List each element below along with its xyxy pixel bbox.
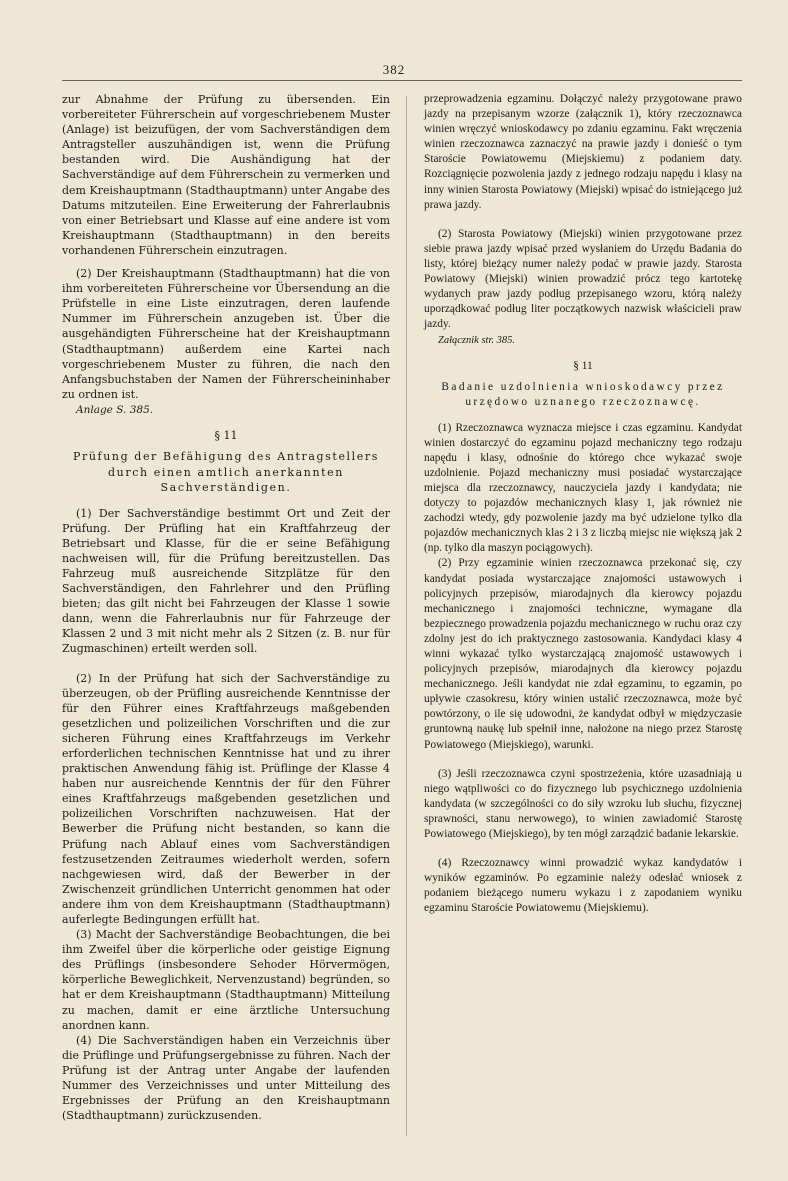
german-paragraph-2: (2) Der Kreishauptmann (Stadthauptmann) hat die von ihm vorbereiteten Führerscheine vor Übersendung an die Prüfstelle in eine Liste einzutragen, deren laufende Nummer im Führerschein anzugeben ist. Über die ausgehändigten Führerscheine hat der Kreishauptmann (Stadthauptmann) außerdem eine Kartei nach vorgeschriebenem Muster zu führen, die nach den Anfangsbuchstaben der Namen der Führerscheininhaber zu ordnen ist. (62, 267, 390, 401)
polish-annex-ref: Załącznik str. 385. (438, 335, 516, 347)
polish-paragraph-5: (3) Jeśli rzeczoznawca czyni spostrzeżenia, które uzasadniają u niego wątpliwości co do fizycznego lub psychicznego uzdolnienia kandydata (w szczególności co do siły wzroku lub słuchu, fizycznej sprawności, stanu nerwowego), to winien zawiadomić Starostę Powiatowego (Miejskiego), by ten mógł zarządzić badanie lekarskie. (424, 767, 742, 841)
polish-paragraph-4: (2) Przy egzaminie winien rzeczoznawca przekonać się, czy kandydat posiada wystarczające znajomości ustawowych i policyjnych przepisów, miarodajnych dla kierowcy pojazdu mechanicznego i znajomości techniczne, wymagane dla bezpiecznego prowadzenia pojazdu mechanicznego w ruchu oraz czy zdolny jest do ich praktycznego zastosowania. Kandydaci klasy 4 winni wykazać tylko wystarczającą znajomość ustawowych i policyjnych przepisów, miarodajnych dla kierowcy pojazdu mechanicznego. Jeśli kandydat nie zdał egzaminu, to egzamin, po upływie czasokresu, który winien ustalić rzeczoznawca, może być powtórzony, o ile się udowodni, że kandydat odbył w międzyczasie gruntowną naukę lub spełnił inne, nałożone na niego przez Starostę Powiatowego (Miejskiego), warunki. (424, 557, 742, 751)
polish-paragraph-2: (2) Starosta Powiatowy (Miejski) winien przygotowane przez siebie prawa jazdy wpisać przed wysłaniem do Urzędu Badania do listy, której bieżący numer należy podać w prawie jazdy. Starosta Powiatowy (Miejski) winien prowadzić prócz tego kartotekę wydanych praw jazdy podług przepisanego wzoru, którą należy uporządkować podług liter początkowych nazwisk właścicieli praw jazdy. (424, 227, 742, 331)
polish-section-number: § 11 (573, 359, 593, 372)
german-section-title: Prüfung der Befähigung des Antragstellers durch einen amtlich anerkannten Sachverständigen. (72, 450, 380, 495)
german-paragraph-3: (1) Der Sachverständige bestimmt Ort und Zeit der Prüfung. Der Prüfling hat ein Kraftfahrzeug der Betriebsart und Klasse, für die er seine Befähigung nachweisen will, für die Prüfung bereitzustellen. Das Fahrzeug muß ausreichende Sitzplätze für den Sachverständigen, den Fahrlehrer und den Prüfling bieten; das gilt nicht bei Fahrzeugen der Klasse 1 sowie dann, wenn die Fahrerlaubnis nur für Fahrzeuge der Klassen 2 und 3 mit nicht mehr als 2 Sitzen (z. B. nur für Zugmaschinen) erteilt werden soll. (62, 506, 390, 656)
german-paragraph-1: zur Abnahme der Prüfung zu übersenden. Ein vorbereiteter Führerschein auf vorgeschriebenem Muster (Anlage) ist beizufügen, der vom Sachverständigen dem Antragsteller auszuhändigen ist, wenn die Prüfung bestanden wird. Die Aushändigung hat der Sachverständige auf dem Führerschein zu vermerken und dem Kreishauptmann (Stadthauptmann) unter Angabe des Datums mitzuteilen. Eine Erweiterung der Fahrerlaubnis von einer Betriebsart und Klasse auf eine andere ist vom Kreishauptmann (Stadthauptmann) in den bereits vorhandenen Führerschein einzutragen. (62, 93, 390, 257)
german-annex-ref: Anlage S. 385. (76, 403, 154, 416)
german-paragraph-4: (2) In der Prüfung hat sich der Sachverständige zu überzeugen, ob der Prüfling ausreichende Kenntnisse der für den Führer eines Kraftfahrzeugs maßgebenden gesetzlichen und polizeilichen Vorschriften und die zur sicheren Führung eines Kraftfahrzeugs im Verkehr erforderlichen technischen Kenntnisse hat und zu ihrer praktischen Anwendung fähig ist. Prüflinge der Klasse 4 haben nur ausreichende Kenntnis der für den Führer eines Kraftfahrzeugs maßgebenden gesetzlichen und polizeilichen Vorschriften nachzuweisen. Hat der Bewerber die Prüfung nicht bestanden, so kann die Prüfung nach Ablauf eines vom Sachverständigen festzusetzenden Zeitraumes wiederholt werden, sofern nachgewiesen wird, daß der Bewerber in der Zwischenzeit gründlichen Unterricht genommen hat oder andere ihm von dem Kreishauptmann (Stadthauptmann) auferlegte Bedingungen erfüllt hat. (62, 671, 390, 926)
polish-paragraph-6: (4) Rzeczoznawcy winni prowadzić wykaz kandydatów i wyników egzaminów. Po egzaminie należy odesłać wniosek z podaniem bieżącego numeru wykazu i z zapodaniem wyniku egzaminu Staroście Powiatowemu (Miejskiemu). (424, 857, 742, 915)
polish-paragraph-1: przeprowadzenia egzaminu. Dołączyć należy przygotowane prawo jazdy na przepisanym wzorze (załącznik 1), który rzeczoznawca winien wręczyć wnioskodawcy po zdaniu egzaminu. Fakt wręczenia winien rzeczoznawca zaznaczyć na prawie jazdy i donieść o tym Staroście Powiatowemu (Miejskiemu) z podaniem daty. Rozciągnięcie pozwolenia jazdy z jednego rodzaju napędu i klasy na inny winien Starosta Powiatowy (Miejski) wpisać do istniejącego już prawa jazdy. (424, 93, 742, 211)
polish-column (424, 92, 742, 917)
german-section-number: § 11 (214, 428, 238, 442)
polish-paragraph-3: (1) Rzeczoznawca wyznacza miejsce i czas egzaminu. Kandydat winien dostarczyć do egzaminu pojazd mechaniczny tego rodzaju napędu i klasy, odnośnie do którego chce wykazać swoje uzdolnienie. Pojazd mechaniczny musi posiadać wystarczające miejsca dla rzeczoznawcy, nauczyciela jazdy i kandydata; nie dotyczy to pojazdów mechanicznych klasy 1, jak również nie zachodzi wtedy, gdy pozwolenie jazdy ma być udzielone tylko dla pojazdów mechanicznych klas 2 i 3 z liczbą miejsc nie większą jak 2 (np. tylko dla maszyn pociągowych). (424, 421, 742, 555)
german-paragraph-5: (3) Macht der Sachverständige Beobachtungen, die bei ihm Zweifel über die körperliche oder geistige Eignung des Prüflings (insbesondere Sehoder Hörvermögen, körperliche Beweglichkeit, Nervenzustand) begründen, so hat er dem Kreishauptmann (Stadthauptmann) Mitteilung zu machen, damit er eine ärztliche Untersuchung anordnen kann. (62, 928, 390, 1032)
german-paragraph-6: (4) Die Sachverständigen haben ein Verzeichnis über die Prüflinge und Prüfungsergebnisse zu führen. Nach der Prüfung ist der Antrag unter Angabe der laufenden Nummer des Verzeichnisses und unter Mitteilung des Ergebnisses der Prüfung an den Kreishauptmann (Stadthauptmann) zurückzusenden. (62, 1033, 390, 1123)
german-column (62, 92, 390, 1123)
column-divider (406, 96, 407, 1136)
page-number: 382 (382, 62, 406, 77)
polish-section-title: Badanie uzdolnienia wnioskodawcy przez urzędowo uznanego rzeczoznawcę. (441, 380, 725, 409)
header-rule (62, 80, 742, 81)
